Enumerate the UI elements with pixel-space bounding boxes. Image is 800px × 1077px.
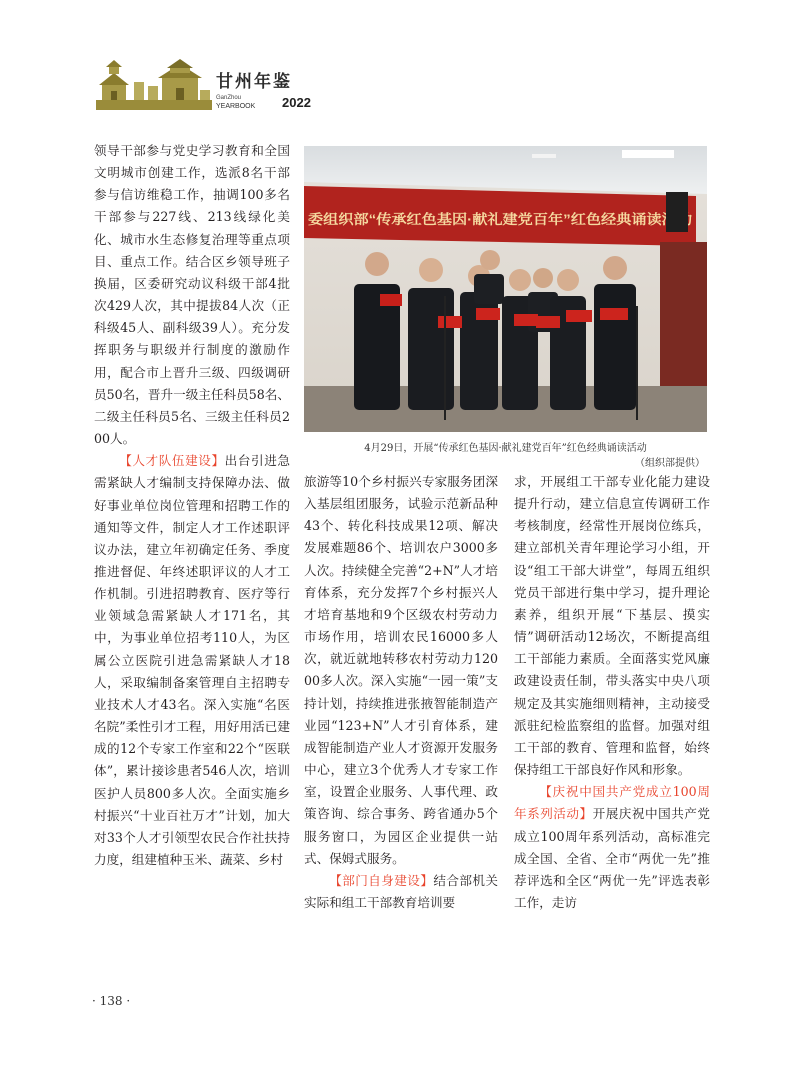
photo-credit: （组织部提供） (635, 458, 705, 469)
paragraph (304, 870, 498, 914)
paragraph-text: 出台引进急需紧缺人才编制支持保障办法、做好事业单位岗位管理和招聘工作的通知等文件，制定人才工作述职评议办法，建立年初确定任务、季度推进督促、年终述职评议的人才工作机制。引进招聘教育、医疗等行业领域急需紧缺人才171名，其中，为事业单位招考110人，为区属公立医院引进急需紧缺人才18人，采取编制备案管理自主招聘专业技术人才43名。深入实施“名医名院”柔性引才工程，用好用活已建成的12个专家工作室和22个“医联体”，累计接诊患者546人次，培训医护人员800多人次。全面实施乡村振兴“十业百社万才”计划，加大对33个人才引领型农民合作社扶持力度，组建植种玉米、蔬菜、乡村 (94, 453, 291, 867)
gate-tower-icon (96, 58, 212, 110)
section-heading: 【部门自身建设】 (329, 872, 434, 888)
yearbook-subtitle-yearbook: YEARBOOK (216, 103, 256, 110)
section-heading: 【人才队伍建设】 (119, 453, 225, 469)
text-column-3 (514, 471, 710, 914)
text-column-1 (94, 140, 290, 871)
page-number: · 138 · (92, 994, 131, 1008)
yearbook-year: 2022 (282, 95, 311, 110)
event-photo (304, 146, 707, 432)
photo-caption: 4月29日，开展“传承红色基因·献礼建党百年”红色经典诵读活动 (364, 443, 647, 454)
paragraph: 领导干部参与党史学习教育和全国文明城市创建工作，选派8名干部参与信访维稳工作，抽调100多名干部参与227线、213线绿化美化、城市水生态修复治理等重点项目、重点工作。结合区乡领导班子换届，区委研究动议科级干部4批次429人次，其中提拔84人次（正科级45人、副科级39人）。充分发挥职务与职级并行制度的激励作用，配合市上晋升三级、四级调研员50名，晋升一级主任科员58名、二级主任科员5名、三级主任科员200人。 (94, 143, 290, 447)
section-heading: 【庆祝中国共产党成立100周年系列活动】 (514, 784, 710, 822)
yearbook-title: 甘州年鉴 (216, 72, 292, 92)
photo-banner-text: 委组织部“传承红色基因·献礼建党百年”红色经典诵读活动 (308, 212, 650, 227)
paragraph-text: 开展庆祝中国共产党成立100周年系列活动，高标准完成全国、全省、全市“两优一先”推荐评选和全区“两优一先”评选表彰工作，走访 (514, 806, 711, 910)
paragraph (514, 781, 710, 914)
yearbook-subtitle-ganzhou: GanZhou (216, 95, 242, 101)
paragraph (94, 450, 290, 871)
paragraph-text: 结合部机关实际和组工干部教育培训要 (304, 872, 499, 910)
text-column-2 (304, 471, 498, 914)
paragraph: 旅游等10个乡村振兴专家服务团深入基层组团服务，试验示范新品种43个、转化科技成果12项、解决发展难题86个、培训农户3000多人次。持续健全完善“2+N”人才培育体系，充分发挥7个乡村振兴人才培育基地和9个区级农村劳动力市场作用，培训农民16000多人次，就近就地转移农村劳动力12000多人次。深入实施“一园一策”支持计划，持续推进张掖智能制造产业园“123+N”人才引育体系，建成智能制造产业人才资源开发服务中心，建立3个优秀人才专家工作室，设置企业服务、人事代理、政策咨询、综合事务、跨省通办5个服务窗口，为园区企业提供一站式、保姆式服务。 (304, 474, 498, 866)
paragraph: 求，开展组工干部专业化能力建设提升行动，建立信息宣传调研工作考核制度，经常性开展岗位练兵，建立部机关青年理论学习小组，开设“组工干部大讲堂”，每周五组织党员干部进行集中学习，提升理论素养，组织开展“下基层、摸实情”调研活动12场次，不断提高组工干部能力素质。全面落实党风廉政建设责任制，带头落实中央八项规定及其实施细则精神，主动接受派驻纪检监察组的监督。加强对组工干部的教育、管理和监督，始终保持组工干部良好作风和形象。 (514, 474, 710, 778)
